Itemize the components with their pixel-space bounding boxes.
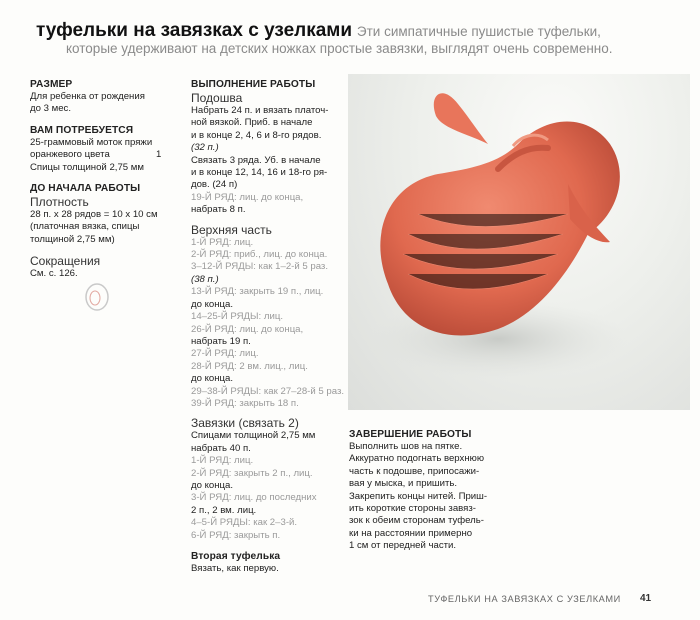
sole-steps <box>191 105 341 217</box>
abbreviations-line: См. с. 126. <box>30 268 78 280</box>
finishing-line: Закрепить концы нитей. Приш- <box>349 490 488 502</box>
finishing-line: Выполнить шов на пятке. <box>349 441 463 452</box>
instruction-line: 1-Й РЯД: лиц. <box>191 236 254 248</box>
instruction-line: и в конце 2, 4, 6 и 8-го рядов. <box>191 129 322 141</box>
instruction-line: 26-Й РЯД: лиц. до конца, <box>191 323 304 335</box>
page-title-block <box>36 20 676 42</box>
upper-subheading: Верхняя часть <box>191 222 272 237</box>
instruction-line: Набрать 24 п. и вязать платоч- <box>191 105 329 116</box>
instruction-line: набрать 19 п. <box>191 335 251 347</box>
finishing-line: часть к подошве, припосажи- <box>349 465 480 477</box>
instruction-line: Спицами толщиной 2,75 мм <box>191 430 316 442</box>
materials-heading: ВАМ ПОТРЕБУЕТСЯ <box>30 124 134 136</box>
instruction-line: до конца. <box>191 479 234 491</box>
instruction-line: (32 п.) <box>191 142 219 154</box>
finishing-line: зок к обеим сторонам туфель- <box>349 515 484 527</box>
finishing-steps <box>349 441 509 553</box>
instruction-line: 14–25-Й РЯДЫ: лиц. <box>191 311 283 323</box>
instruction-line: 6-Й РЯД: закрыть п. <box>191 529 281 541</box>
intro-text-line1: Эти симпатичные пушистые туфельки, <box>356 24 601 39</box>
instruction-line: 28-Й РЯД: 2 вм. лиц., лиц. <box>191 360 308 372</box>
finishing-line: 1 см от передней части. <box>349 540 457 552</box>
sole-subheading: Подошва <box>191 91 243 105</box>
ties-subheading: Завязки (связать 2) <box>191 416 299 431</box>
footer-running-title: ТУФЕЛЬКИ НА ЗАВЯЗКАХ С УЗЕЛКАМИ <box>428 594 621 604</box>
instruction-line: 3-Й РЯД: лиц. до последних <box>191 492 317 504</box>
instruction-line: набрать 8 п. <box>191 204 246 216</box>
finishing-line: вая у мыска, и пришить. <box>349 478 458 490</box>
materials-line-text: оранжевого цвета <box>30 149 110 161</box>
finishing-column <box>349 428 509 553</box>
intro-text-line2: которые удерживают на детских ножках простые завязки, выглядят очень современно. <box>66 41 613 56</box>
finishing-line: Аккуратно подогнать верхнюю <box>349 453 485 465</box>
knitted-slipper-image <box>348 74 690 410</box>
instruction-line: 29–38-Й РЯДЫ: как 27–28-й 5 раз. <box>191 385 345 397</box>
second-slipper-heading: Вторая туфелька <box>191 551 281 562</box>
second-slipper-line: Вязать, как первую. <box>191 563 279 574</box>
instruction-line: дов. (24 п) <box>191 179 238 191</box>
instructions-column <box>191 78 345 575</box>
materials-line: 25-граммовый моток пряжи <box>30 136 153 148</box>
density-line: (платочная вязка, спицы <box>30 221 140 233</box>
instruction-line: 2-Й РЯД: приб., лиц. до конца. <box>191 249 328 261</box>
instruction-line: 2 п., 2 вм. лиц. <box>191 504 257 516</box>
before-start-heading: ДО НАЧАЛА РАБОТЫ <box>30 183 141 195</box>
instruction-line: 2-Й РЯД: закрыть 2 п., лиц. <box>191 467 313 479</box>
size-line: Для ребенка от рождения <box>30 91 145 102</box>
decorative-ring-icon <box>82 282 112 312</box>
finishing-line: ить короткие стороны завяз- <box>349 503 476 515</box>
instruction-line: и в конце 12, 14, 16 и 18-го ря- <box>191 167 328 179</box>
page-number: 41 <box>640 593 652 604</box>
abbreviations-subheading: Сокращения <box>30 254 101 269</box>
instruction-line: набрать 40 п. <box>191 442 251 454</box>
instruction-line: 3–12-Й РЯДЫ: как 1–2-й 5 раз. <box>191 261 328 273</box>
page-title: туфельки на завязках с узелками <box>36 20 353 41</box>
instruction-line: до конца. <box>191 298 234 310</box>
materials-quantity: 1 <box>156 149 162 161</box>
instructions-heading: ВЫПОЛНЕНИЕ РАБОТЫ <box>191 79 316 90</box>
slipper-photo <box>348 74 690 410</box>
upper-steps <box>191 236 345 411</box>
instruction-line: 19-Й РЯД: лиц. до конца, <box>191 191 304 203</box>
instruction-line: 4–5-Й РЯДЫ: как 2–3-й. <box>191 517 298 529</box>
instruction-line: 39-Й РЯД: закрыть 18 п. <box>191 397 299 409</box>
instruction-line: до конца. <box>191 373 234 385</box>
instruction-line: 1-Й РЯД: лиц. <box>191 455 254 467</box>
finishing-heading: ЗАВЕРШЕНИЕ РАБОТЫ <box>349 429 472 440</box>
density-subheading: Плотность <box>30 195 89 210</box>
density-line: толщиной 2,75 мм) <box>30 233 115 245</box>
instruction-line: 13-Й РЯД: закрыть 19 п., лиц. <box>191 286 324 298</box>
materials-column <box>30 78 180 281</box>
instruction-line: Связать 3 ряда. Уб. в начале <box>191 154 321 166</box>
size-heading: РАЗМЕР <box>30 79 73 90</box>
density-line: 28 п. x 28 рядов = 10 x 10 см <box>30 209 158 221</box>
instruction-line: ной вязкой. Приб. в начале <box>191 117 313 129</box>
instruction-line: 27-Й РЯД: лиц. <box>191 348 259 360</box>
ties-steps <box>191 430 341 542</box>
materials-line: Спицы толщиной 2,75 мм <box>30 161 144 173</box>
size-line: до 3 мес. <box>30 103 71 115</box>
finishing-line: ки на расстоянии примерно <box>349 527 473 539</box>
materials-line <box>30 149 180 161</box>
instruction-line: (38 п.) <box>191 273 219 285</box>
